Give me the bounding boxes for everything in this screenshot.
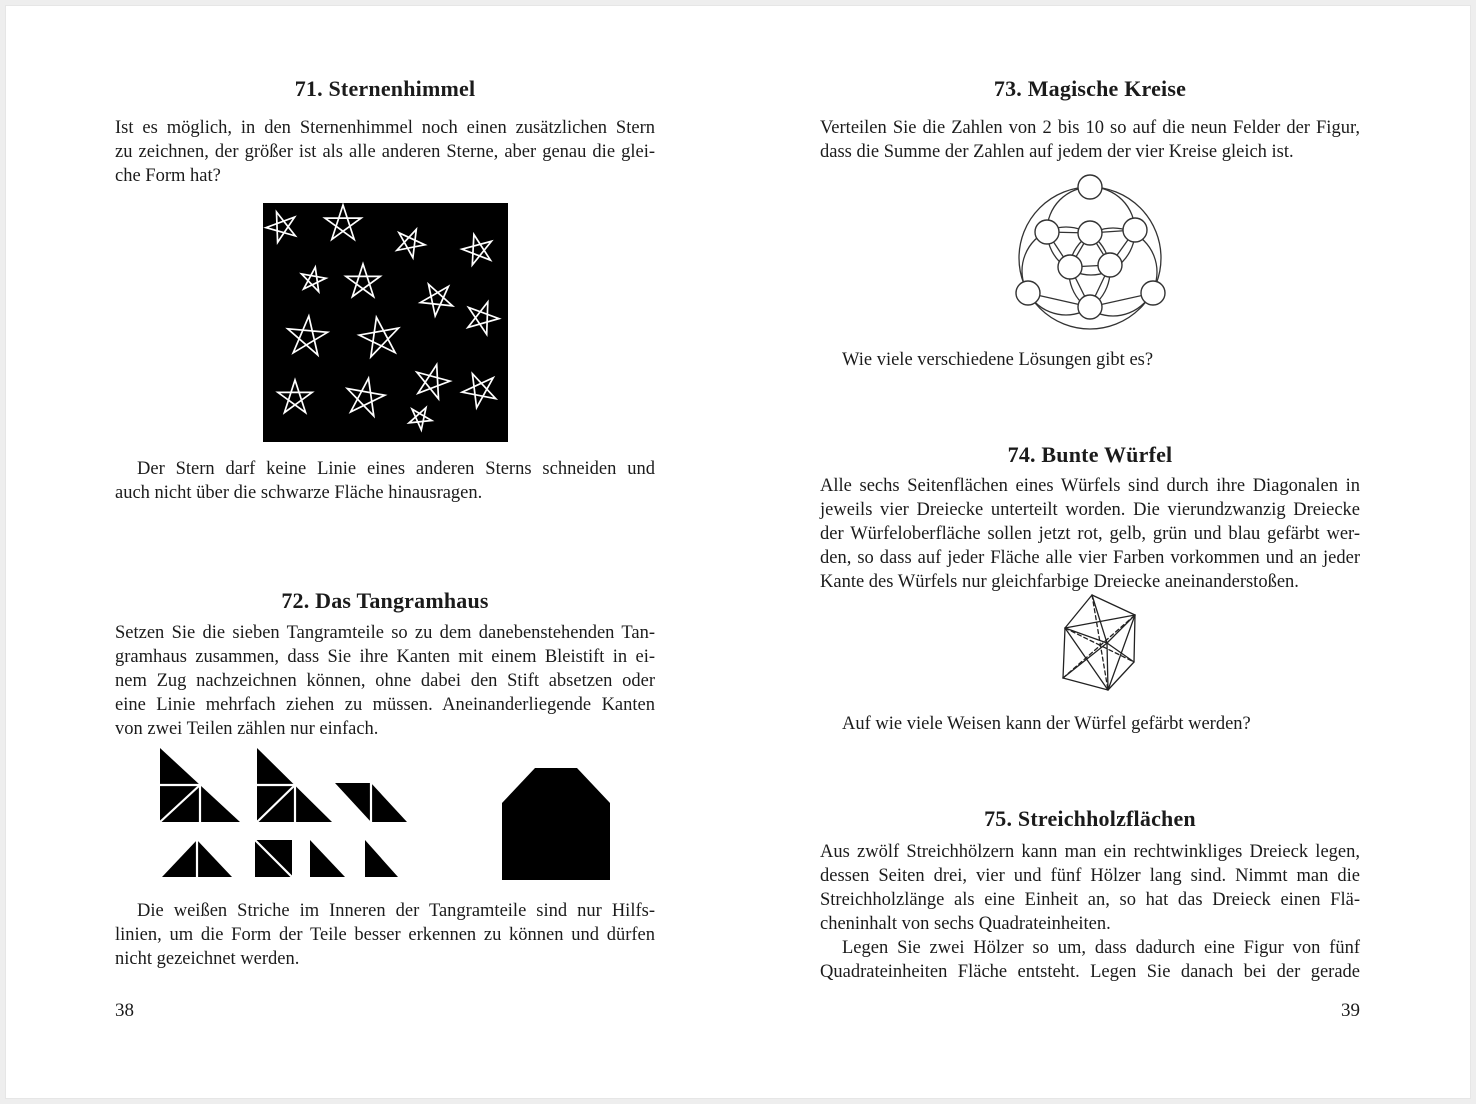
section-title-74: 74. Bunte Würfel — [1007, 442, 1173, 468]
page-number-right: 39 — [1341, 1000, 1360, 1021]
paragraph-75-intro: Aus zwölf Streichhölzern kann man ein rechtwinkliges Dreieck legen, dessen Seiten drei, vier und fünf Hölzer lang sind. Nimmt man die Streichholzlänge als eine Einheit an, so hat das Dreieck einen Flä- cheninhalt von sechs Quadrateinheiten. — [820, 842, 1360, 934]
magic-circles-figure — [1008, 170, 1173, 335]
section-title-73: 73. Magische Kreise — [993, 76, 1187, 102]
paragraph-74-question: Auf wie viele Weisen kann der Würfel gefärbt werden? — [842, 714, 1251, 734]
page-number-left: 38 — [115, 1000, 134, 1021]
section-title-72: 72. Das Tangramhaus — [281, 588, 489, 614]
paragraph-73-question: Wie viele verschiedene Lösungen gibt es? — [842, 350, 1154, 370]
starfield-figure — [263, 203, 508, 442]
paragraph-72-note: Die weißen Striche im Inneren der Tangramteile sind nur Hilfs- linien, um die Form der Teile besser erkennen zu können und dürfen nicht gezeichnet werden. — [115, 901, 655, 969]
paragraph-74-intro: Alle sechs Seitenflächen eines Würfels sind durch ihre Diagonalen in jeweils vier Dreiecke unterteilt worden. Die vierundzwanzig Dreiecke der Würfeloberfläche sollen jetzt rot, gelb, grün und blau gefärbt wer- den, so dass auf jeder Fläche alle vier Farben vorkommen und an jeder Kante des Würfels nur gleichfarbige Dreiecke aneinanderstoßen. — [820, 476, 1360, 592]
paragraph-72-intro: Setzen Sie die sieben Tangramteile so zu dem danebenstehenden Tan- gramhaus zusammen, dass Sie ihre Kanten mit einem Bleistift in ei- nem Zug nachzeichnen können, ohne dabei den Stift absetzen oder eine Linie mehrfach ziehen zu müssen. Aneinanderliegende Kanten von zwei Teilen zählen nur einfach. — [115, 623, 655, 739]
paragraph-75-continued: Legen Sie zwei Hölzer so um, dass dadurch eine Figur von fünf Quadrateinheiten Fläche entsteht. Legen Sie danach bei der gerade — [820, 938, 1360, 982]
section-title-75: 75. Streichholzflächen — [984, 806, 1196, 832]
paragraph-73-intro: Verteilen Sie die Zahlen von 2 bis 10 so auf die neun Felder der Figur, dass die Summe der Zahlen auf jedem der vier Kreise gleich ist. — [820, 118, 1360, 162]
section-title-71: 71. Sternenhimmel — [294, 76, 476, 102]
tangram-figure — [155, 745, 615, 885]
paragraph-71-intro: Ist es möglich, in den Sternenhimmel noch einen zusätzlichen Stern zu zeichnen, der größer ist als alle anderen Sterne, aber genau die glei- che Form hat? — [115, 118, 655, 186]
cube-figure — [1053, 588, 1145, 696]
paragraph-71-note: Der Stern darf keine Linie eines anderen Sterns schneiden und auch nicht über die schwarze Fläche hinausragen. — [115, 459, 655, 503]
